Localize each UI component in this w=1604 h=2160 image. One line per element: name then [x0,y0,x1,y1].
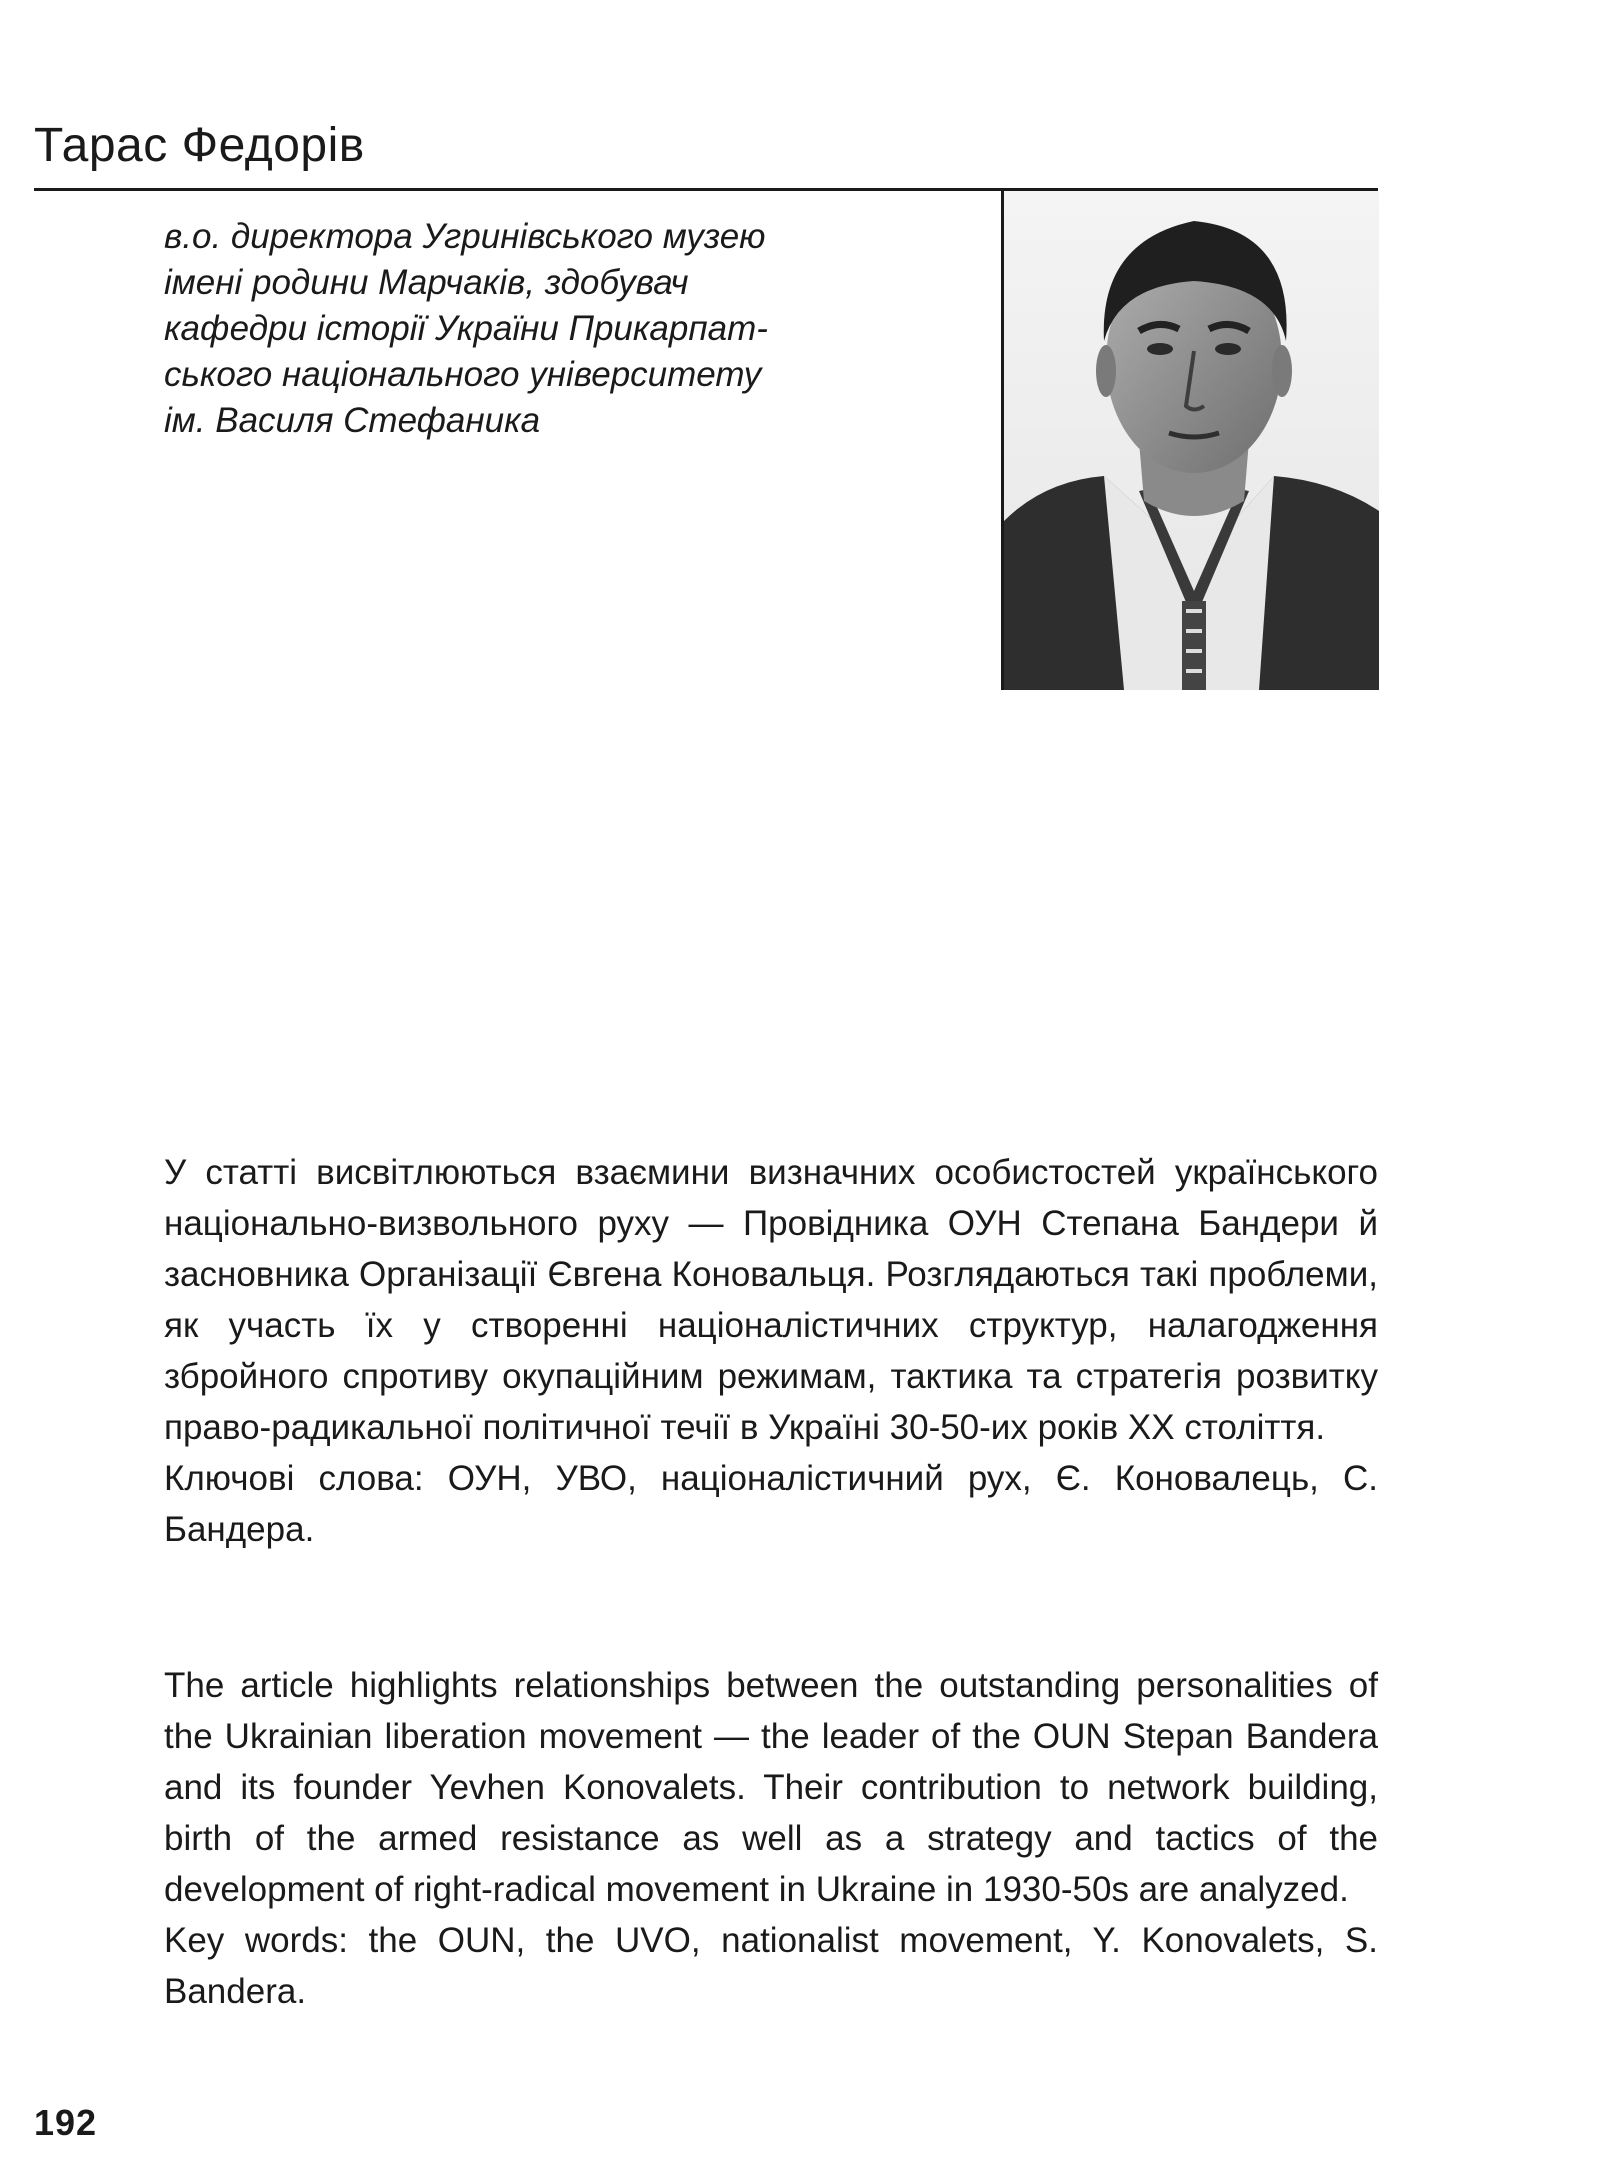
abstract-ukrainian-text: У статті висвітлюються взаємини визначних особистостей українського національно-визвольного руху — Провідника ОУН Степана Бандери й засновника Організації Євгена Коновальця. Розглядаються такі проблеми, як участь їх у створенні націоналістичних структур, налагодження збройного спротиву окупаційним режимам, тактика та стратегія розвитку право-радикальної політичної течії в Україні 30-50-их років ХХ століття. [164,1153,1378,1447]
abstract-english-text: The article highlights relationships between the outstanding personalities of the Ukrainian liberation movement — the leader of the OUN Stepan Bandera and its founder Yevhen Konovalets. Their contribution to network building, birth of the armed resistance as well as a strategy and tactics of the development of right-radical movement in Ukraine in 1930-50s are analyzed. [164,1666,1378,1909]
page-number: 192 [34,2102,98,2143]
keywords-english: Key words: the OUN, the UVO, nationalist movement, Y. Konovalets, S. Bandera. [164,1921,1378,2011]
author-photo [1001,191,1379,690]
abstract-english [164,1660,1378,2017]
keywords-ukrainian: Ключові слова: ОУН, УВО, націоналістичний рух, Є. Коновалець, С. Бандера. [164,1459,1378,1549]
abstract-ukrainian [164,1147,1378,1555]
author-affiliation: в.о. директора Угринівського музею імені родини Марчаків, здобувач кафедри історії України Прикарпат- ського національного університету ім. Василя Стефаника [164,217,768,440]
portrait-photo-icon [1004,191,1379,690]
author-name: Тарас Федорів [34,119,365,172]
